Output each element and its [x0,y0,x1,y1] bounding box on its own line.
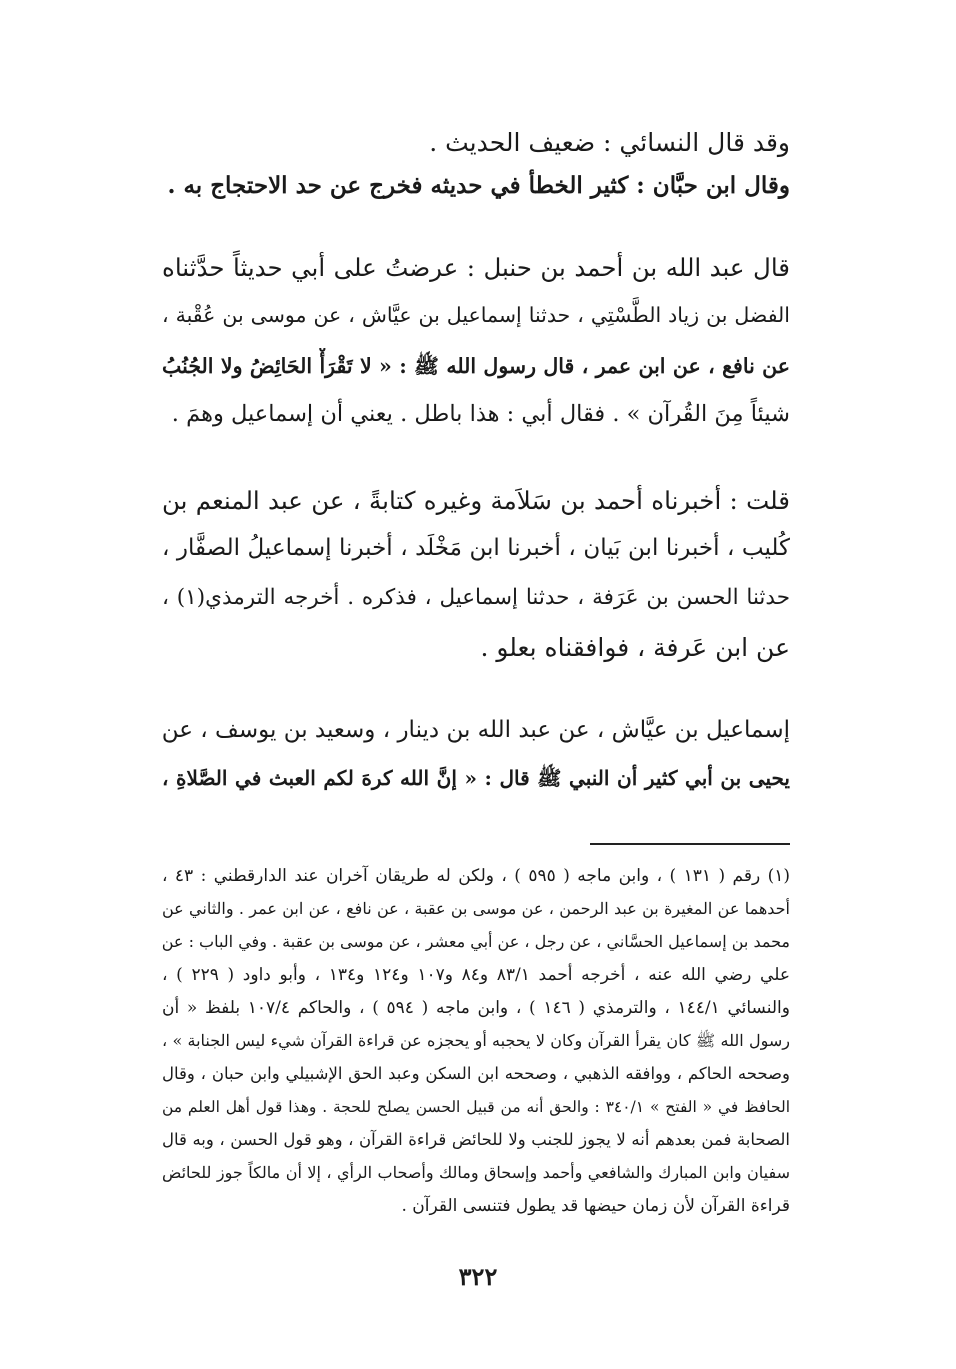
paragraph-line: حدثنا الحسن بن عَرَفة ، حدثنا إسماعيل ، فذكره . أخرجه الترمذي(١) ، [162,585,790,610]
paragraph-line: عن ابن عَرفة ، فوافقناه بعلو . [480,633,790,662]
page-number: ٣٢٢ [458,1262,498,1291]
paragraph-line: الفضل بن زياد الطَّسْتِي ، حدثنا إسماعيل بن عيَّاش ، عن موسى بن عُقْبة ، [162,303,790,327]
paragraph-line: وقال ابن حبَّان : كثير الخطأ في حديثه فخرج عن حد الاحتجاج به . [167,172,790,199]
footnote-line: علي رضي الله عنه ، أخرجه أحمد ٨٣/١ و٨٤ و١٠٧ و١٢٤ و١٣٤ ، وأبو داود ( ٢٢٩ ) ، [162,965,790,985]
footnote-line: والنسائي ١٤٤/١ ، والترمذي ( ١٤٦ ) ، وابن ماجه ( ٥٩٤ ) ، والحاكم ١٠٧/٤ بلفظ « أن [162,998,790,1018]
paragraph-line: كُليب ، أخبرنا ابن بَيان ، أخبرنا ابن مَخْلَد ، أخبرنا إسماعيلُ الصفَّار ، [162,535,790,561]
footnote-line: وصححه الحاكم ، ووافقه الذهبي ، وصححه ابن السكن وعبد الحق الإشبيلي وابن حبان ، وقال [162,1064,790,1083]
paragraph-line: عن نافع ، عن ابن عمر ، قال رسول الله ﷺ : « لا تَقْرَأْ الحَائِضُ ولا الجُنُبُ [162,354,790,378]
footnote-divider [590,843,790,845]
footnote-line: الحافظ في « الفتح » ٣٤٠/١ : والحق أنه من قبيل الحسن يصلح للحجة . وهذا قول أهل العلم من [162,1098,790,1116]
paragraph-line: قال عبد الله بن أحمد بن حنبل : عرضتُ على أبي حديثاً حدَّثناه [162,253,790,282]
footnote-line: سفيان وابن المبارك والشافعي وأحمد وإسحاق ومالك وأصحاب الرأي ، إلا أن مالكاً جوز للحائض [162,1163,790,1182]
paragraph-line: إسماعيل بن عيَّاش ، عن عبد الله بن دينار ، وسعيد بن يوسف ، عن [162,717,790,743]
footnote-line: أحدهما عن المغيرة بن عبد الرحمن ، عن موسى بن عقبة ، عن نافع ، عن ابن عمر . والثاني عن [162,899,790,918]
paragraph-line: يحيى بن أبي كثير أن النبي ﷺ قال : « إنَّ الله كرهَ لكم العبث في الصَّلاةِ ، [162,766,790,790]
footnote-line: الصحابة فمن بعدهم أنه لا يجوز للجنب ولا للحائض قراءة القرآن ، وهو قول الحسن ، وبه قال [162,1130,790,1149]
footnote-line: (١) رقم ( ١٣١ ) ، وابن ماجه ( ٥٩٥ ) ، ولكن له طريقان آخران عند الدارقطني : ٤٣ ، [162,866,790,886]
paragraph-line: شيئاً مِنَ القُرآن » . فقال أبي : هذا باطل . يعني أن إسماعيل وهمَ . [171,401,790,427]
paragraph-line: قلت : أخبرناه أحمد بن سَلاَمة وغيره كتابةً ، عن عبد المنعم بن [162,486,790,515]
paragraph-line: وقد قال النسائي : ضعيف الحديث . [429,128,790,157]
footnote-line: محمد بن إسماعيل الحسَّاني ، عن رجل ، عن أبي معشر ، عن موسى بن عقبة . وفي الباب : عن [162,932,790,951]
footnote-line: رسول الله ﷺ كان يقرأ القرآن وكان لا يحجبه أو يحجزه عن قراءة القرآن شيء ليس الجنابة » ، [162,1031,790,1050]
footnote-line: قراءة القرآن لأن زمان حيضها قد يطول فتنسى القرآن . [401,1196,790,1216]
